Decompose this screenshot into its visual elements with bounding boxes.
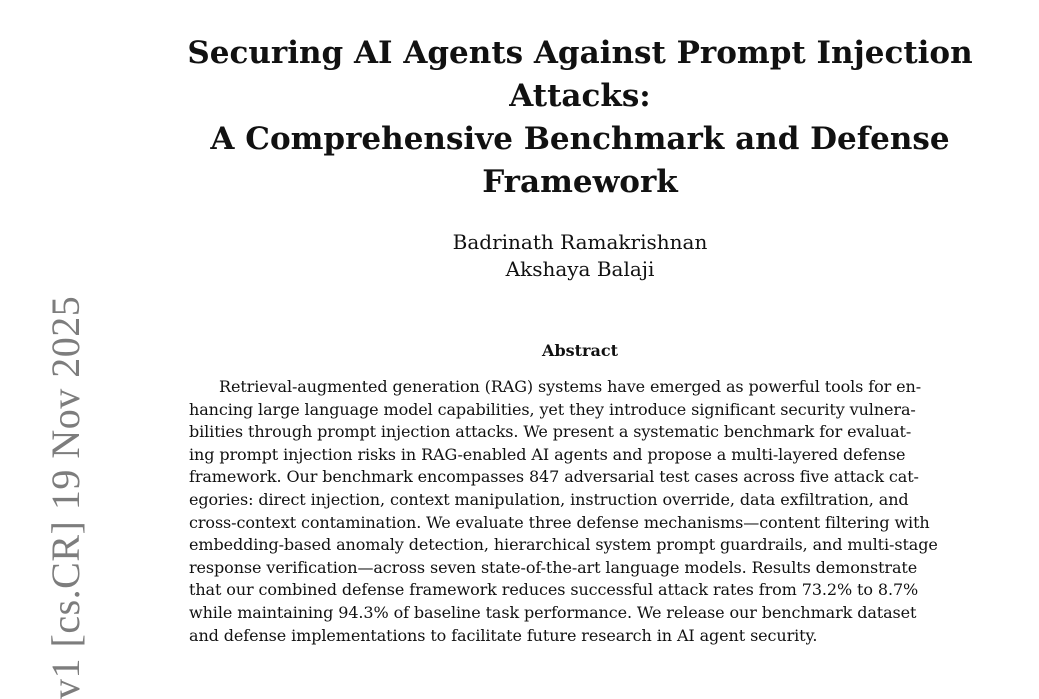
abstract-heading: Abstract xyxy=(542,341,618,360)
abstract-line: while maintaining 94.3% of baseline task performance. We release our benchmark dataset xyxy=(189,602,917,622)
arxiv-identifier-stamp: v1 [cs.CR] 19 Nov 2025 xyxy=(43,295,88,699)
abstract-line: and defense implementations to facilitate future research in AI agent security. xyxy=(189,625,818,645)
abstract-line: response verification—across seven state-of-the-art language models. Results demonstrate xyxy=(189,557,918,577)
author-name: Badrinath Ramakrishnan xyxy=(452,230,708,254)
abstract-line: cross-context contamination. We evaluate three defense mechanisms—content filtering with xyxy=(189,512,930,532)
paper-title xyxy=(170,32,990,204)
title-line: Attacks: xyxy=(509,78,651,114)
author-list xyxy=(370,229,790,283)
abstract-line: that our combined defense framework reduces successful attack rates from 73.2% to 8.7% xyxy=(189,580,919,600)
abstract-body xyxy=(189,376,969,647)
abstract-line: Retrieval-augmented generation (RAG) systems have emerged as powerful tools for en- xyxy=(219,377,922,396)
abstract-line: ing prompt injection risks in RAG-enabled AI agents and propose a multi-layered defense xyxy=(189,444,906,464)
abstract-line: framework. Our benchmark encompasses 847 adversarial test cases across five attack cat- xyxy=(189,467,919,487)
title-line: Framework xyxy=(482,164,678,200)
author-name: Akshaya Balaji xyxy=(505,257,655,281)
title-line: Securing AI Agents Against Prompt Injection xyxy=(187,35,973,71)
title-line: A Comprehensive Benchmark and Defense xyxy=(210,121,950,157)
abstract-line: bilities through prompt injection attacks. We present a systematic benchmark for evaluat- xyxy=(189,422,912,442)
abstract-line: egories: direct injection, context manipulation, instruction override, data exfiltration, and xyxy=(189,489,909,509)
abstract-line: hancing large language model capabilities, yet they introduce significant security vulnera- xyxy=(189,399,916,419)
abstract-line: embedding-based anomaly detection, hierarchical system prompt guardrails, and multi-stage xyxy=(189,535,938,555)
